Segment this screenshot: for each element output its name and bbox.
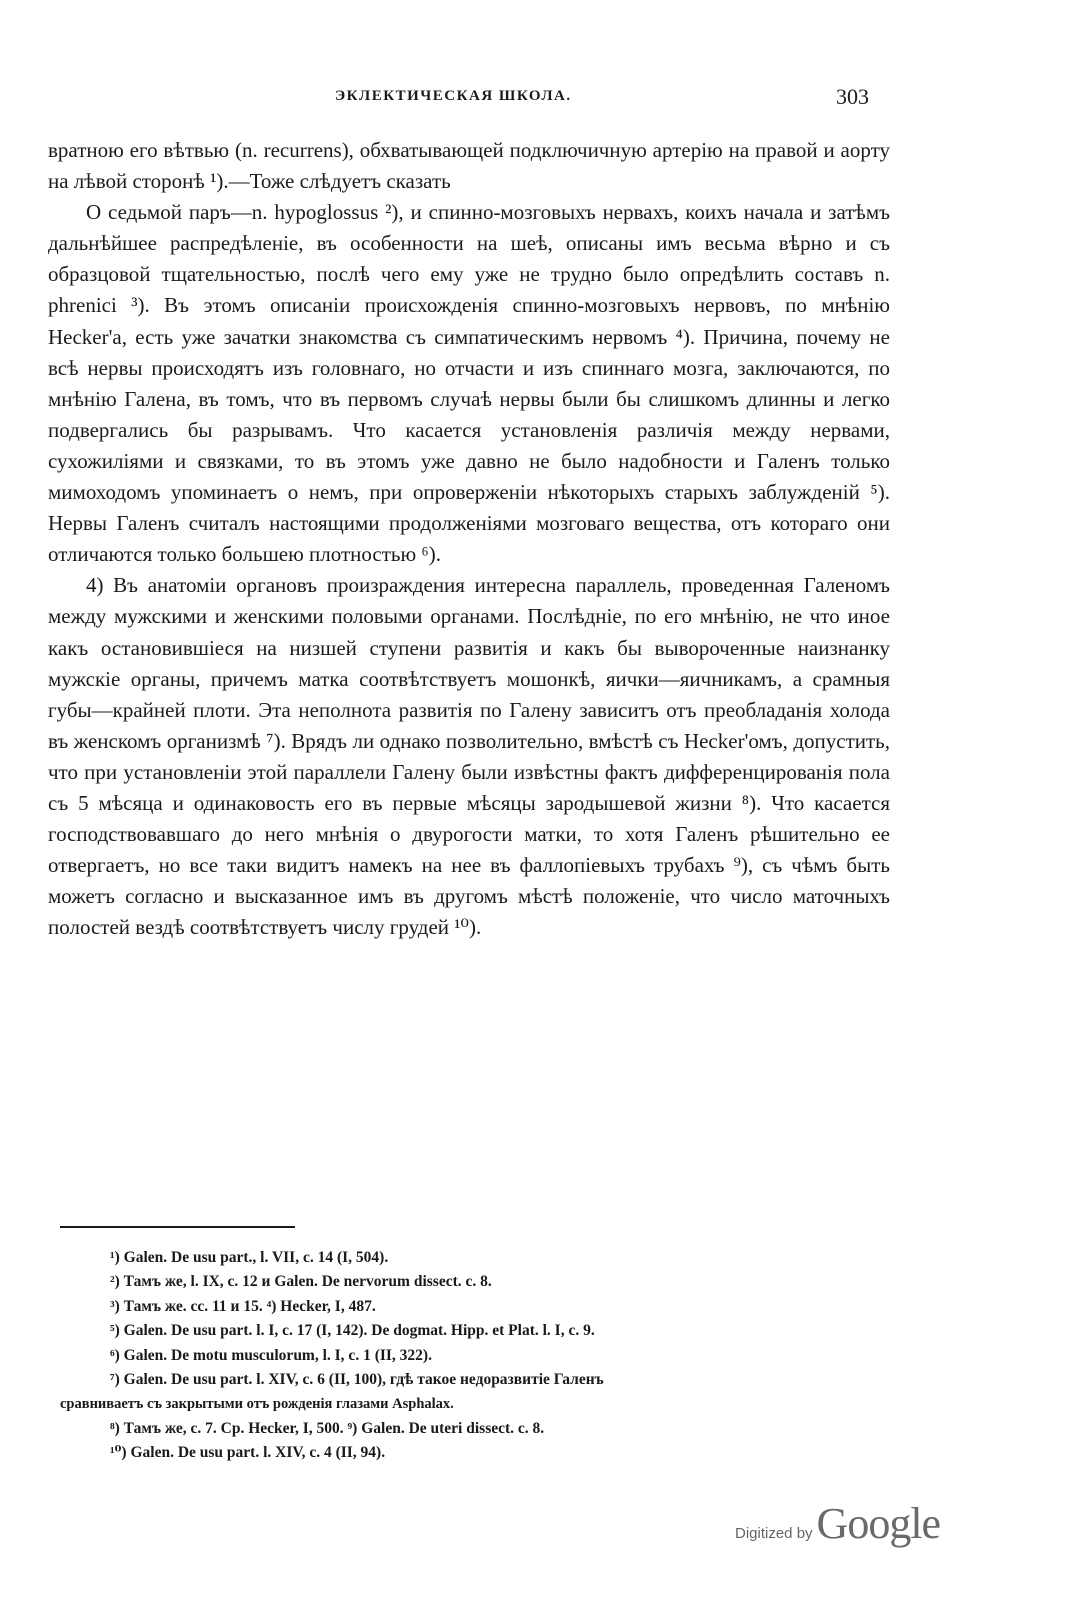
watermark-prefix: Digitized by bbox=[735, 1525, 813, 1542]
footnotes bbox=[60, 1246, 900, 1466]
footnote: ¹) Galen. De usu part., l. VII, c. 14 (I, 504). bbox=[110, 1249, 389, 1266]
footnote-continuation: сравниваетъ съ закрытыми отъ рожденія глазами Asphalax. bbox=[60, 1396, 454, 1413]
paragraph: вратною его вѣтвью (n. recurrens), обхватывающей подключичную артерію на правой и аорту на лѣвой сторонѣ ¹).—Тоже слѣдуетъ сказать bbox=[48, 138, 890, 194]
running-head: ЭКЛЕКТИЧЕСКАЯ ШКОЛА. bbox=[335, 88, 572, 104]
page-header bbox=[0, 84, 1083, 118]
footnote: ¹⁰) Galen. De usu part. l. XIV, c. 4 (II, 94). bbox=[110, 1444, 386, 1462]
google-logo: Google bbox=[816, 1499, 941, 1548]
page-number: 303 bbox=[836, 84, 869, 109]
footnote-rule bbox=[60, 1226, 295, 1228]
digitized-watermark bbox=[735, 1498, 940, 1558]
paragraph: 4) Въ анатоміи органовъ произраждения интересна параллель, проведенная Галеномъ между мужскими и женскими половыми органами. Послѣдніе, по его мнѣнію, не что иное какъ остановившіеся на низшей ступени развитія и какъ бы вывороченные наизнанку мужскіе органы, причемъ матка соотвѣтствуетъ мошонкѣ, яички—яичникамъ, а срамныя губы—крайней плоти. Эта неполнота развитія по Галену зависитъ отъ преобладанія холода въ женскомъ организмѣ ⁷). Врядъ ли однако позволительно, вмѣстѣ съ Hecker'омъ, допустить, что при установленіи этой параллели Галену были извѣстны фактъ дифференцированія пола съ 5 мѣсяца и одинаковость его въ первые мѣсяцы зародышевой жизни ⁸). Что касается господствовавшаго до него мнѣнія о двурогости матки, то хотя Галенъ рѣшительно ее отвергаетъ, но все таки видитъ намекъ на нее въ фаллопіевыхъ трубахъ ⁹), съ чѣмъ быть можетъ согласно и высказанное имъ въ другомъ мѣстѣ положеніе, что число маточныхъ полостей вездѣ соотвѣтствуетъ числу грудей ¹⁰). bbox=[48, 573, 890, 940]
footnote: ⁷) Galen. De usu part. l. XIV, c. 6 (II, 100), гдѣ такое недоразвитіе Галенъ bbox=[110, 1371, 604, 1389]
footnote: ²) Тамъ же, l. IX, c. 12 и Galen. De nervorum dissect. c. 8. bbox=[110, 1273, 492, 1291]
footnote: ⁸) Тамъ же, c. 7. Cp. Hecker, I, 500. ⁹) Galen. De uteri dissect. c. 8. bbox=[110, 1419, 545, 1437]
footnote: ⁵) Galen. De usu part. l. I, c. 17 (I, 142). De dogmat. Hipp. et Plat. l. I, c. 9. bbox=[110, 1322, 595, 1340]
paragraph: О седьмой паръ—n. hypoglossus ²), и спинно-мозговыхъ нервахъ, коихъ начала и затѣмъ дальнѣйшее распредѣленіе, въ особенности на шеѣ, описаны имъ весьма вѣрно и съ образцовой тщательностью, послѣ чего ему уже не трудно было опредѣлить составъ n. phrenici ³). Въ этомъ описаніи происхожденія спинно-мозговыхъ нервовъ, по мнѣнію Hecker'a, есть уже зачатки знакомства съ симпатическимъ нервомъ ⁴). Причина, почему не всѣ нервы происходятъ изъ головнаго, но отчасти и изъ спиннаго мозга, заключаются, по мнѣнію Галена, въ томъ, что въ первомъ случаѣ нервы были бы слишкомъ длинны и легко подвергались бы разрывамъ. Что касается установленія различія между нервами, сухожиліями и связками, то въ этомъ уже давно не было надобности и Галенъ только мимоходомъ упоминаетъ о немъ, при опроверженіи нѣкоторыхъ старыхъ заблужденій ⁵). Нервы Галенъ считалъ настоящими продолженіями мозговаго вещества, отъ котораго они отличаются только большею плотностью ⁶). bbox=[48, 200, 890, 567]
footnote: ⁶) Galen. De motu musculorum, l. I, c. 1 (II, 322). bbox=[110, 1346, 432, 1364]
footnote: ³) Тамъ же. cc. 11 и 15. ⁴) Hecker, I, 487. bbox=[110, 1297, 376, 1315]
body-text bbox=[48, 135, 890, 943]
